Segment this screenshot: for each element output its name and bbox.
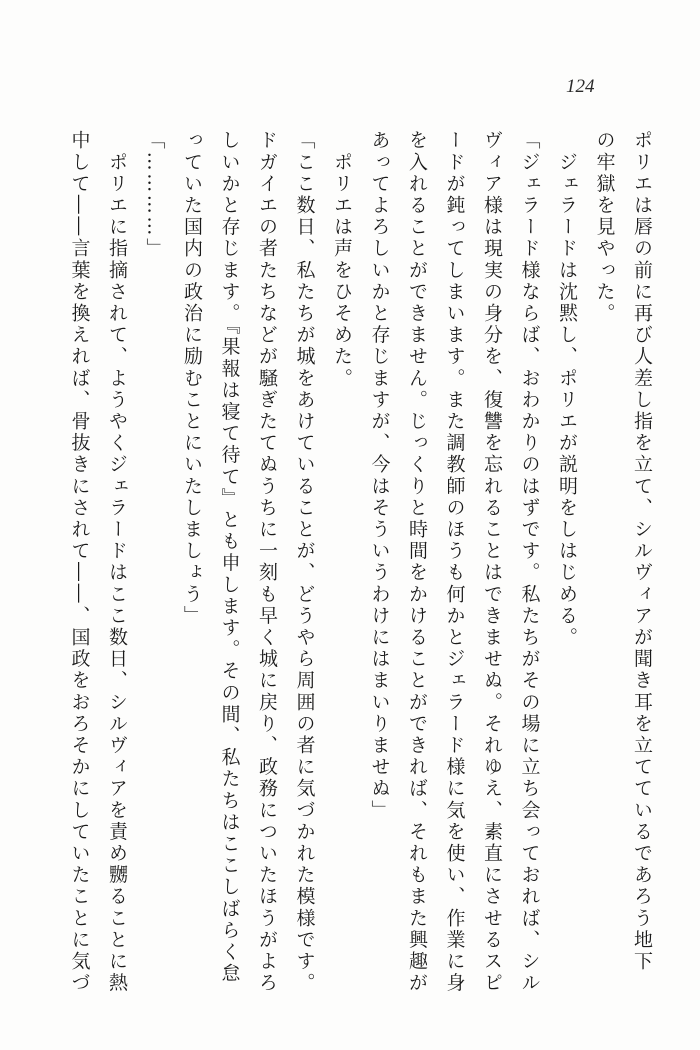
text-line: ヴィア様は現実の身分を、復讐を忘れることはできませぬ。それゆえ、素直にさせるスピ bbox=[481, 130, 503, 994]
text-line: ポリエは唇の前に再び人差し指を立て、シルヴィアが聞き耳を立てているであろう地下 bbox=[631, 130, 653, 973]
text-line: の牢獄を見やった。 bbox=[593, 130, 616, 325]
page-number: 124 bbox=[566, 76, 595, 97]
text-line: を入れることができません。じっくりと時間をかけることができれば、それもまた興趣が bbox=[406, 130, 428, 994]
text-line: ジェラードは沈黙し、ポリエが説明をしはじめる。 bbox=[556, 130, 578, 649]
text-line: ポリエは声をひそめた。 bbox=[331, 130, 353, 390]
text-line: っていた国内の政治に励むことにいたしましょう」 bbox=[181, 130, 203, 627]
text-line: ポリエに指摘されて、ようやくジェラードはここ数日、シルヴィアを責め嬲ることに熱 bbox=[106, 130, 128, 994]
text-line: 「ジェラード様ならば、おわかりのはずです。私たちがその場に立ち会っておれば、シル bbox=[518, 130, 541, 994]
text-line: 「ここ数日、私たちが城をあけていることが、どうやら周囲の者に気づかれた模様です。 bbox=[293, 130, 316, 994]
text-body bbox=[68, 130, 660, 1020]
text-line: しいかと存じます。『果報は寝て待て』とも申します。その間、私たちはここしばらく怠 bbox=[218, 130, 241, 985]
text-line: 中して――言葉を換えれば、骨抜きにされて――、国政をおろそかにしていたことに気づ bbox=[68, 130, 91, 994]
text-line: ードが鈍ってしまいます。また調教師のほうも何かとジェラード様に気を使い、作業に身 bbox=[443, 130, 466, 994]
text-line: 「…………」 bbox=[143, 130, 166, 260]
text-line: あってよろしいかと存じますが、今はそういうわけにはまいりませぬ」 bbox=[368, 130, 391, 822]
text-line: ドガイエの者たちなどが騒ぎたてぬうちに一刻も早く城に戻り、政務についたほうがよろ bbox=[256, 130, 278, 994]
